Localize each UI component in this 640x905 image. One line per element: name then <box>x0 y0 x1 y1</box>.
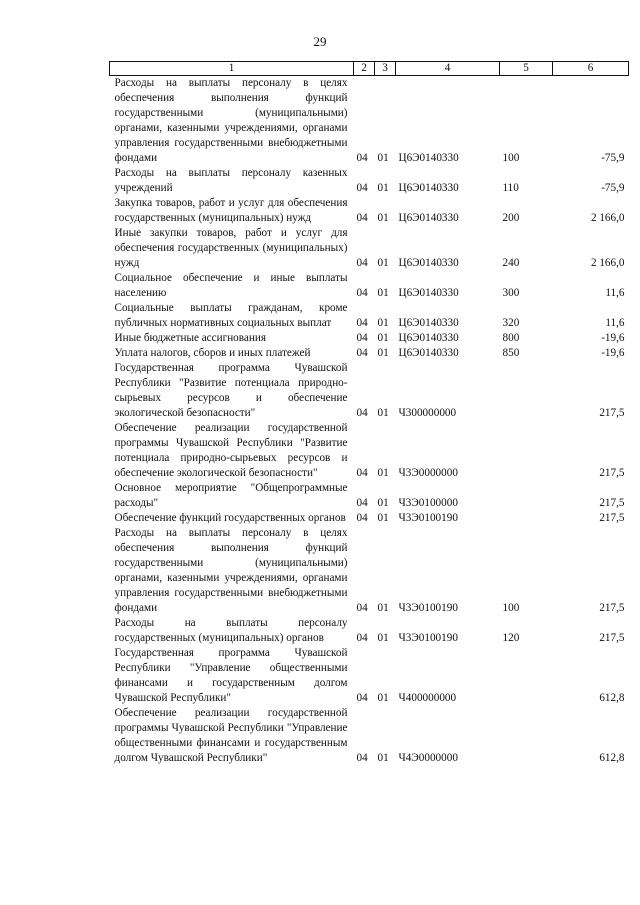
row-section: 04 <box>356 752 368 764</box>
row-name: Обеспечение функций государственных органов <box>114 512 346 524</box>
header-col-5: 5 <box>500 62 553 76</box>
row-section: 04 <box>356 407 368 419</box>
row-target-code: Ц6Э0140330 <box>398 317 459 329</box>
row-target-code: Ч3Э0000000 <box>398 467 458 479</box>
header-row <box>110 62 629 76</box>
row-section: 04 <box>356 182 368 194</box>
header-col-4: 4 <box>396 62 500 76</box>
row-expense-type: 320 <box>502 317 520 329</box>
row-amount: 612,8 <box>599 752 625 764</box>
row-expense-type: 100 <box>502 152 520 164</box>
table-row <box>110 706 629 766</box>
row-section: 04 <box>356 347 368 359</box>
row-subsection: 01 <box>377 152 389 164</box>
row-subsection: 01 <box>377 602 389 614</box>
row-section: 04 <box>356 602 368 614</box>
row-subsection: 01 <box>377 332 389 344</box>
row-amount: -75,9 <box>601 182 625 194</box>
table-row <box>110 76 629 167</box>
table-row <box>110 226 629 271</box>
row-target-code: Ч3Э0100190 <box>398 512 458 524</box>
row-expense-type: 110 <box>502 182 519 194</box>
row-name: Обеспечение реализации государственной программы Чувашской Республики "Управление общественными финансами и государственным долгом Чувашской Республики" <box>114 707 348 764</box>
table-row <box>110 511 629 526</box>
row-section: 04 <box>356 257 368 269</box>
row-expense-type <box>500 706 553 766</box>
row-expense-type <box>500 421 553 481</box>
row-amount: 217,5 <box>599 602 625 614</box>
table-row <box>110 616 629 646</box>
row-target-code: Ч3Э0100190 <box>398 632 458 644</box>
row-target-code: Ц6Э0140330 <box>398 152 459 164</box>
row-name: Государственная программа Чувашской Республики "Управление общественными финансами и государственным долгом Чувашской Республики" <box>114 647 348 704</box>
row-target-code: Ц6Э0140330 <box>398 257 459 269</box>
table-body <box>110 76 629 767</box>
row-expense-type: 240 <box>502 257 520 269</box>
row-name: Закупка товаров, работ и услуг для обеспечения государственных (муниципальных) нужд <box>114 197 348 224</box>
row-section: 04 <box>356 212 368 224</box>
row-amount: 217,5 <box>599 497 625 509</box>
row-target-code: Ч4Э0000000 <box>398 752 458 764</box>
row-name: Расходы на выплаты персоналу в целях обеспечения выполнения функций государственными (муниципальными) органами, казенными учреждениями, органами управления государственными внебюджетными фондами <box>114 527 348 614</box>
row-subsection: 01 <box>377 497 389 509</box>
row-section: 04 <box>356 332 368 344</box>
row-section: 04 <box>356 632 368 644</box>
table-row <box>110 646 629 706</box>
row-name: Государственная программа Чувашской Республики "Развитие потенциала природно-сырьевых ресурсов и обеспечение экологической безопасности" <box>114 362 348 419</box>
row-amount: 612,8 <box>599 692 625 704</box>
row-subsection: 01 <box>377 317 389 329</box>
row-target-code: Ч3Э0100000 <box>398 497 458 509</box>
row-name: Иные закупки товаров, работ и услуг для обеспечения государственных (муниципальных) нужд <box>114 227 348 269</box>
row-section: 04 <box>356 287 368 299</box>
header-col-1: 1 <box>110 62 354 76</box>
row-expense-type: 120 <box>502 632 520 644</box>
row-expense-type <box>500 646 553 706</box>
row-subsection: 01 <box>377 212 389 224</box>
row-subsection: 01 <box>377 287 389 299</box>
row-amount: 2 166,0 <box>590 212 625 224</box>
row-amount: -75,9 <box>601 152 625 164</box>
row-target-code: Ч3Э0100190 <box>398 602 458 614</box>
row-amount: 11,6 <box>605 317 625 329</box>
table-row <box>110 526 629 616</box>
row-subsection: 01 <box>377 182 389 194</box>
row-target-code: Ц6Э0140330 <box>398 347 459 359</box>
row-target-code: Ц6Э0140330 <box>398 287 459 299</box>
row-name: Социальное обеспечение и иные выплаты населению <box>114 272 348 299</box>
row-expense-type: 200 <box>502 212 520 224</box>
row-expense-type: 800 <box>502 332 520 344</box>
row-subsection: 01 <box>377 692 389 704</box>
row-amount: 11,6 <box>605 287 625 299</box>
page-number: 29 <box>313 34 327 49</box>
row-target-code: Ц6Э0140330 <box>398 182 459 194</box>
row-name: Иные бюджетные ассигнования <box>114 332 266 344</box>
row-name: Обеспечение реализации государственной программы Чувашской Республики "Развитие потенциала природно-сырьевых ресурсов и обеспечение экологической безопасности" <box>114 422 348 479</box>
row-target-code: Ч400000000 <box>398 692 457 704</box>
table-row <box>110 271 629 301</box>
row-expense-type <box>500 511 553 526</box>
row-expense-type: 100 <box>502 602 520 614</box>
row-amount: 2 166,0 <box>590 257 625 269</box>
row-section: 04 <box>356 497 368 509</box>
row-subsection: 01 <box>377 347 389 359</box>
row-subsection: 01 <box>377 257 389 269</box>
budget-table <box>109 61 629 766</box>
table-header <box>110 62 629 76</box>
row-target-code: Ч300000000 <box>398 407 457 419</box>
header-col-3: 3 <box>375 62 396 76</box>
table-row <box>110 301 629 331</box>
row-section: 04 <box>356 512 368 524</box>
row-subsection: 01 <box>377 407 389 419</box>
table-row <box>110 361 629 421</box>
row-subsection: 01 <box>377 512 389 524</box>
row-expense-type <box>500 361 553 421</box>
table-row <box>110 166 629 196</box>
row-subsection: 01 <box>377 752 389 764</box>
row-section: 04 <box>356 467 368 479</box>
table-row <box>110 196 629 226</box>
row-section: 04 <box>356 692 368 704</box>
row-name: Социальные выплаты гражданам, кроме публичных нормативных социальных выплат <box>114 302 348 329</box>
row-expense-type: 850 <box>502 347 520 359</box>
row-subsection: 01 <box>377 632 389 644</box>
row-name: Расходы на выплаты персоналу государственных (муниципальных) органов <box>114 617 348 644</box>
row-section: 04 <box>356 317 368 329</box>
row-name: Основное мероприятие "Общепрограммные расходы" <box>114 482 348 509</box>
table-row <box>110 421 629 481</box>
row-amount: 217,5 <box>599 632 625 644</box>
row-section: 04 <box>356 152 368 164</box>
row-target-code: Ц6Э0140330 <box>398 332 459 344</box>
row-name: Уплата налогов, сборов и иных платежей <box>114 347 311 359</box>
row-name: Расходы на выплаты персоналу в целях обеспечения выполнения функций государственными (муниципальными) органами, казенными учреждениями, органами управления государственными внебюджетными фондами <box>114 77 348 164</box>
table-row <box>110 346 629 361</box>
row-amount: 217,5 <box>599 467 625 479</box>
row-amount: 217,5 <box>599 407 625 419</box>
row-amount: -19,6 <box>601 347 625 359</box>
table-row <box>110 331 629 346</box>
row-target-code: Ц6Э0140330 <box>398 212 459 224</box>
header-col-2: 2 <box>354 62 375 76</box>
row-amount: -19,6 <box>601 332 625 344</box>
row-name: Расходы на выплаты персоналу казенных учреждений <box>114 167 348 194</box>
row-subsection: 01 <box>377 467 389 479</box>
row-amount: 217,5 <box>599 512 625 524</box>
row-expense-type: 300 <box>502 287 520 299</box>
table-row <box>110 481 629 511</box>
header-col-6: 6 <box>553 62 629 76</box>
row-expense-type <box>500 481 553 511</box>
